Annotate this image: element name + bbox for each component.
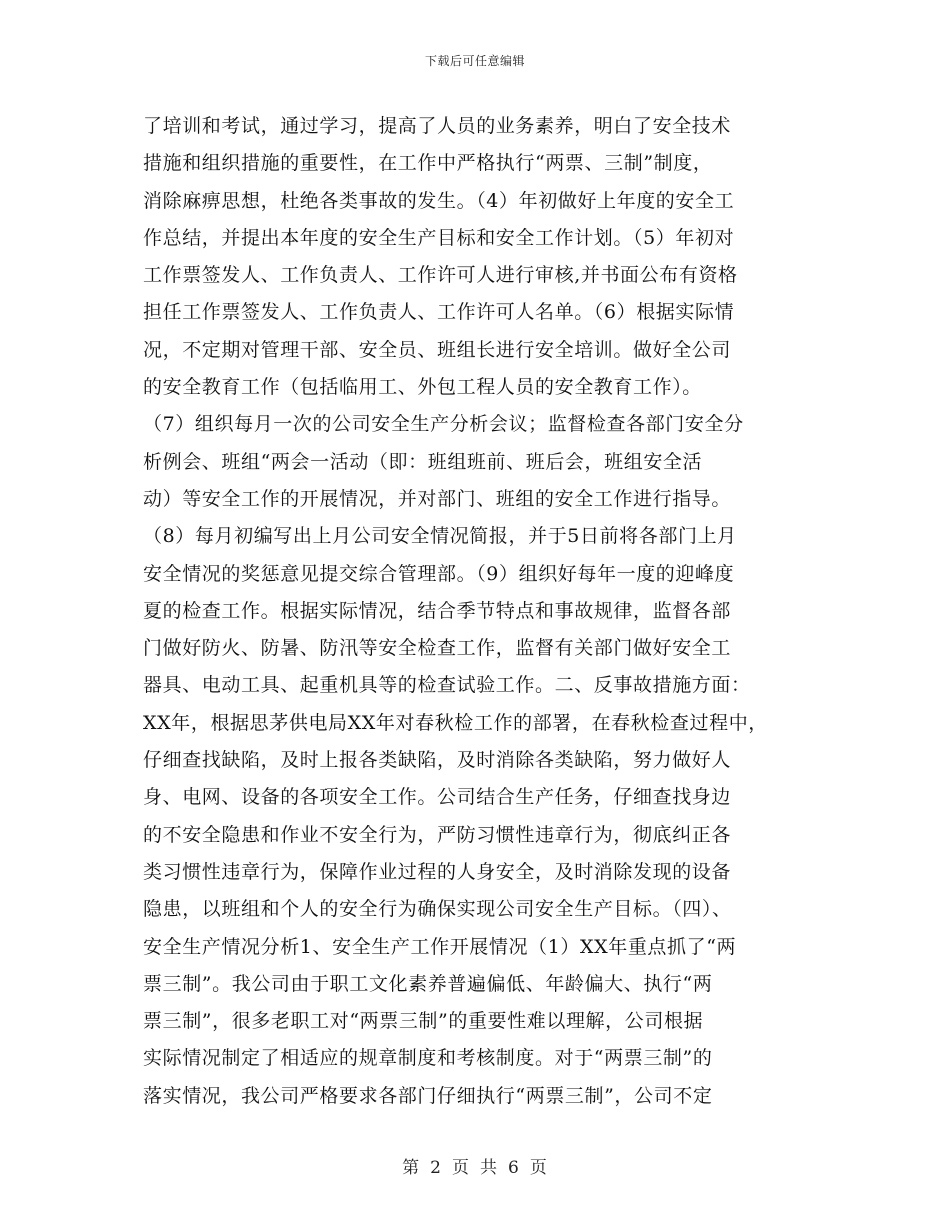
- text-line: 况，不定期对管理干部、安全员、班组长进行安全培训。做好全公司: [143, 338, 732, 361]
- page-header: 下载后可任意编辑: [424, 54, 525, 68]
- text-line: 门做好防火、防暑、防汛等安全检查工作，监督有关部门做好安全工: [143, 637, 732, 660]
- text-line: （7）组织每月一次的公司安全生产分析会议；监督检查各部门安全分: [143, 413, 744, 436]
- text-line: 票三制”。我公司由于职工文化素养普遍偏低、年龄偏大、执行“两: [143, 972, 713, 995]
- text-line: 了培训和考试，通过学习，提高了人员的业务素养，明白了安全技术: [143, 115, 732, 137]
- page-label: 第: [402, 1158, 421, 1178]
- text-line: 票三制”，很多老职工对“两票三制”的重要性难以理解，公司根据: [143, 1010, 704, 1033]
- text-line: 措施和组织措施的重要性，在工作中严格执行“两票、三制”制度，: [143, 152, 713, 175]
- text-line: 析例会、班组“两会一活动（即：班组班前、班后会，班组安全活: [143, 450, 703, 473]
- text-line: （8）每月初编写出上月公司安全情况简报，并于5日前将各部门上月: [143, 525, 737, 548]
- text-line: 类习惯性违章行为，保障作业过程的人身安全，及时消除发现的设备: [143, 860, 732, 883]
- text-line: XX年，根据思茅供电局XX年对春秋检工作的部署，在春秋检查过程中，: [143, 711, 768, 734]
- text-line: 工作票签发人、工作负责人、工作许可人进行审核,并书面公布有资格: [143, 264, 738, 287]
- text-line: 消除麻痹思想，杜绝各类事故的发生。（4）年初做好上年度的安全工: [143, 189, 735, 212]
- text-line: 仔细查找缺陷，及时上报各类缺陷，及时消除各类缺陷，努力做好人: [143, 749, 732, 772]
- text-line: 实际情况制定了相适应的规章制度和考核制度。对于“两票三制”的: [143, 1047, 713, 1070]
- text-line: 安全生产情况分析1、安全生产工作开展情况（1）XX年重点抓了“两: [143, 935, 737, 958]
- text-line: 落实情况，我公司严格要求各部门仔细执行“两票三制”，公司不定: [143, 1084, 713, 1107]
- text-line: 作总结，并提出本年度的安全生产目标和安全工作计划。（5）年初对: [143, 226, 735, 249]
- text-line: 隐患，以班组和个人的安全行为确保实现公司安全生产目标。（四）、: [143, 898, 732, 921]
- page-footer: [0, 1153, 950, 1178]
- total-pages-number: 6: [508, 1158, 520, 1178]
- body-text: [143, 108, 823, 1115]
- page-unit-label: 页: [452, 1158, 470, 1178]
- text-line: 安全情况的奖惩意见提交综合管理部。（9）组织好每年一度的迎峰度: [143, 562, 735, 585]
- text-line: 的不安全隐患和作业不安全行为，严防习惯性违章行为，彻底纠正各: [143, 823, 732, 846]
- text-line: 担任工作票签发人、工作负责人、工作许可人名单。（6）根据实际情: [143, 301, 735, 324]
- current-page-number: 2: [430, 1158, 442, 1178]
- text-line: 夏的检查工作。根据实际情况，结合季节特点和事故规律，监督各部: [143, 599, 732, 622]
- text-line: 身、电网、设备的各项安全工作。公司结合生产任务，仔细查找身边: [143, 786, 732, 809]
- total-label: 共: [480, 1158, 498, 1178]
- text-line: 器具、电动工具、起重机具等的检查试验工作。二、反事故措施方面：: [143, 674, 751, 697]
- text-line: 动）等安全工作的开展情况，并对部门、班组的安全工作进行指导。: [143, 487, 732, 510]
- text-line: 的安全教育工作（包括临用工、外包工程人员的安全教育工作）。: [143, 376, 702, 399]
- total-unit-label: 页: [529, 1158, 548, 1178]
